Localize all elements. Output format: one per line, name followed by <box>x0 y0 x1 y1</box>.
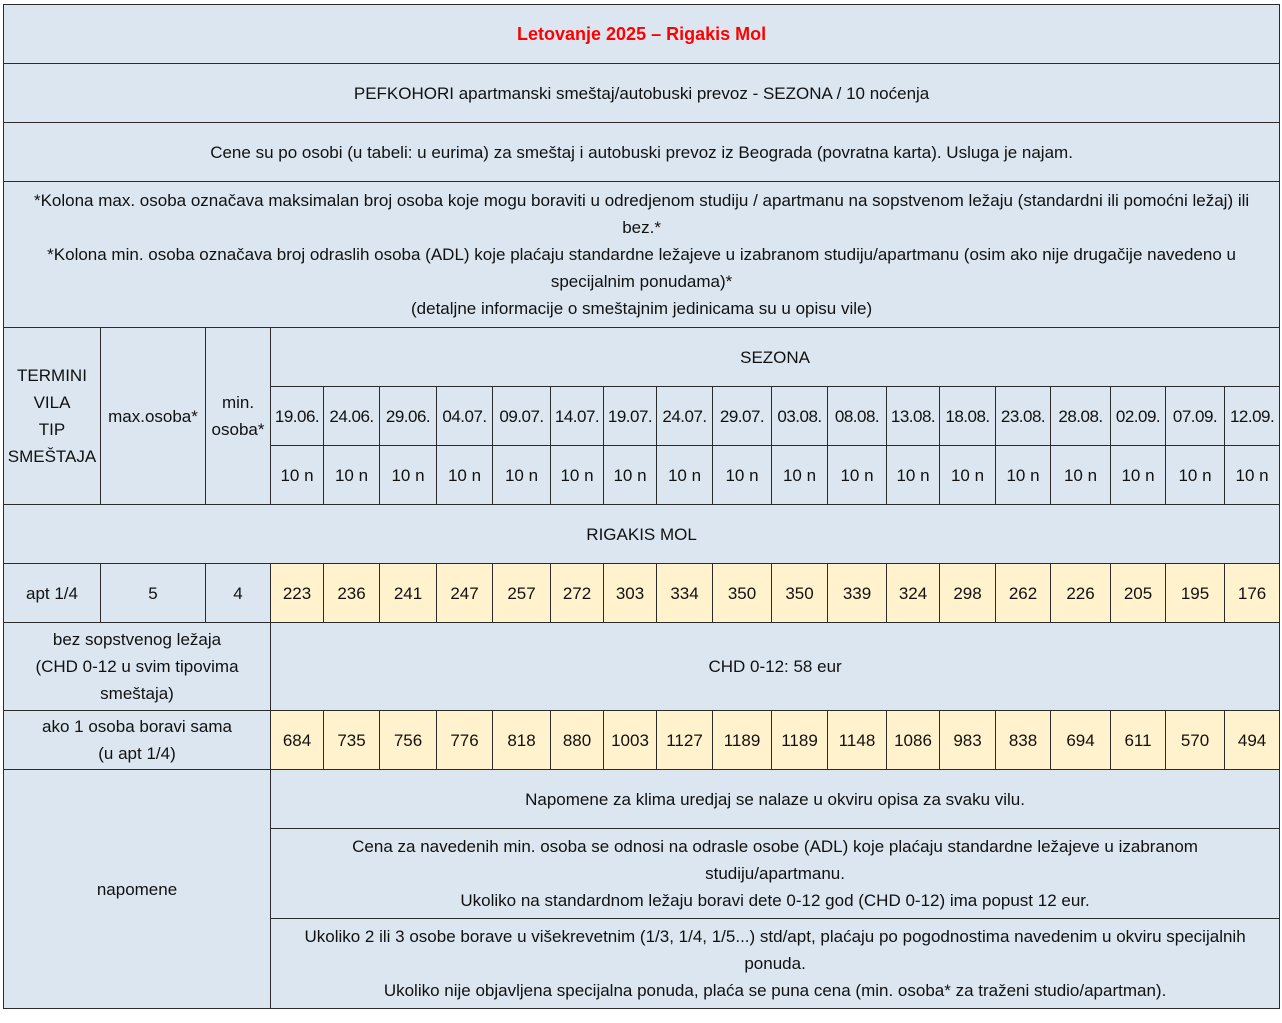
single-price-cell: 756 <box>380 711 437 770</box>
no-bed-label-line: bez sopstvenog ležaja <box>52 630 222 649</box>
date-cell: 12.09. <box>1225 387 1280 446</box>
nights-cell: 10 n <box>1225 446 1280 505</box>
villa-name: RIGAKIS MOL <box>4 505 1280 564</box>
single-price-cell: 776 <box>437 711 493 770</box>
nights-cell: 10 n <box>324 446 380 505</box>
single-price-cell: 684 <box>271 711 324 770</box>
apt-max-persons: 5 <box>101 564 206 623</box>
single-price-cell: 1189 <box>772 711 828 770</box>
napomene-row-1 <box>4 770 1280 829</box>
price-cell: 257 <box>493 564 551 623</box>
single-price-cell: 1189 <box>713 711 772 770</box>
single-label-line: (u apt 1/4) <box>98 744 176 763</box>
nights-cell: 10 n <box>437 446 493 505</box>
header-termini-line: TIP <box>38 420 66 439</box>
price-cell: 247 <box>437 564 493 623</box>
date-cell: 13.08. <box>887 387 940 446</box>
no-bed-row <box>4 623 1280 711</box>
single-label-line: ako 1 osoba boravi sama <box>42 717 232 736</box>
notes-cell <box>4 182 1280 328</box>
price-cell: 350 <box>713 564 772 623</box>
single-price-cell: 694 <box>1051 711 1111 770</box>
date-cell: 24.06. <box>324 387 380 446</box>
nights-cell: 10 n <box>996 446 1051 505</box>
header-termini-line: VILA <box>33 393 71 412</box>
napomene-min-persons <box>271 829 1280 919</box>
napomene-label: napomene <box>4 770 271 1009</box>
price-cell: 298 <box>940 564 996 623</box>
header-termini <box>4 328 101 505</box>
single-price-cell: 818 <box>493 711 551 770</box>
napomene-ac: Napomene za klima uredjaj se nalaze u okviru opisa za svaku vilu. <box>271 770 1280 829</box>
nights-cell: 10 n <box>1111 446 1166 505</box>
date-cell: 09.07. <box>493 387 551 446</box>
nights-cell: 10 n <box>604 446 657 505</box>
date-cell: 28.08. <box>1051 387 1111 446</box>
nights-cell: 10 n <box>887 446 940 505</box>
single-price-cell: 838 <box>996 711 1051 770</box>
header-row-season <box>4 328 1280 387</box>
date-cell: 03.08. <box>772 387 828 446</box>
date-cell: 02.09. <box>1111 387 1166 446</box>
single-price-cell: 570 <box>1166 711 1225 770</box>
single-price-cell: 611 <box>1111 711 1166 770</box>
date-cell: 29.06. <box>380 387 437 446</box>
header-season: SEZONA <box>271 328 1280 387</box>
no-bed-value: CHD 0-12: 58 eur <box>271 623 1280 711</box>
subtitle-row <box>4 64 1280 123</box>
nights-cell: 10 n <box>380 446 437 505</box>
prices-note-row <box>4 123 1280 182</box>
single-price-cell: 880 <box>551 711 604 770</box>
header-max-persons: max.osoba* <box>101 328 206 505</box>
nights-cell: 10 n <box>772 446 828 505</box>
napomene-full-price: Ukoliko nije objavljena specijalna ponuda, plaća se puna cena (min. osoba* za traženi studio/apartman). <box>383 981 1167 1000</box>
nights-cell: 10 n <box>1166 446 1225 505</box>
nights-cell: 10 n <box>493 446 551 505</box>
single-label <box>4 711 271 770</box>
date-cell: 23.08. <box>996 387 1051 446</box>
price-cell: 241 <box>380 564 437 623</box>
villa-row <box>4 505 1280 564</box>
no-bed-label-line: smeštaja) <box>100 684 174 703</box>
note-max-persons: *Kolona max. osoba označava maksimalan broj osoba koje mogu boraviti u odredjenom studiju / apartmanu na sopstvenom ležaju (standardni ili pomoćni ležaj) ili bez.* <box>33 191 1250 237</box>
apt-row <box>4 564 1280 623</box>
single-price-cell: 1148 <box>828 711 887 770</box>
date-cell: 29.07. <box>713 387 772 446</box>
price-cell: 262 <box>996 564 1051 623</box>
notes-row <box>4 182 1280 328</box>
price-cell: 334 <box>657 564 713 623</box>
nights-cell: 10 n <box>1051 446 1111 505</box>
single-price-cell: 735 <box>324 711 380 770</box>
page-title: Letovanje 2025 – Rigakis Mol <box>4 5 1280 64</box>
nights-cell: 10 n <box>713 446 772 505</box>
nights-cell: 10 n <box>271 446 324 505</box>
price-cell: 350 <box>772 564 828 623</box>
nights-cell: 10 n <box>551 446 604 505</box>
price-cell: 176 <box>1225 564 1280 623</box>
price-cell: 303 <box>604 564 657 623</box>
subtitle: PEFKOHORI apartmanski smeštaj/autobuski prevoz - SEZONA / 10 noćenja <box>4 64 1280 123</box>
header-termini-line: SMEŠTAJA <box>7 447 97 466</box>
no-bed-label-line: (CHD 0-12 u svim tipovima <box>35 657 239 676</box>
no-bed-label <box>4 623 271 711</box>
single-price-cell: 983 <box>940 711 996 770</box>
nights-cell: 10 n <box>657 446 713 505</box>
header-min-line: osoba* <box>211 420 265 439</box>
single-price-cell: 1003 <box>604 711 657 770</box>
date-cell: 19.07. <box>604 387 657 446</box>
single-price-cell: 494 <box>1225 711 1280 770</box>
napomene-chd-discount: Ukoliko na standardnom ležaju boravi dete 0-12 god (CHD 0-12) ima popust 12 eur. <box>460 891 1090 910</box>
single-price-cell: 1127 <box>657 711 713 770</box>
date-cell: 04.07. <box>437 387 493 446</box>
date-cell: 07.09. <box>1166 387 1225 446</box>
price-cell: 272 <box>551 564 604 623</box>
single-price-cell: 1086 <box>887 711 940 770</box>
nights-cell: 10 n <box>828 446 887 505</box>
header-termini-line: TERMINI <box>17 366 87 385</box>
price-cell: 324 <box>887 564 940 623</box>
price-cell: 236 <box>324 564 380 623</box>
nights-cell: 10 n <box>940 446 996 505</box>
date-cell: 19.06. <box>271 387 324 446</box>
price-table-container <box>3 4 1280 1009</box>
date-cell: 08.08. <box>828 387 887 446</box>
price-table <box>3 4 1280 1009</box>
date-cell: 18.08. <box>940 387 996 446</box>
napomene-multi-bed: Ukoliko 2 ili 3 osobe borave u višekrevetnim (1/3, 1/4, 1/5...) std/apt, plaćaju po pogodnostima navedenim u okviru specijalnih ponuda. <box>304 927 1246 973</box>
price-cell: 195 <box>1166 564 1225 623</box>
price-cell: 223 <box>271 564 324 623</box>
single-row <box>4 711 1280 770</box>
title-row <box>4 5 1280 64</box>
apt-type: apt 1/4 <box>4 564 101 623</box>
napomene-special-offers <box>271 919 1280 1009</box>
date-cell: 14.07. <box>551 387 604 446</box>
prices-note: Cene su po osobi (u tabeli: u eurima) za smeštaj i autobuski prevoz iz Beograda (povratna karta). Usluga je najam. <box>4 123 1280 182</box>
header-min-persons <box>206 328 271 505</box>
price-cell: 339 <box>828 564 887 623</box>
note-details: (detaljne informacije o smeštajnim jedinicama su u opisu vile) <box>411 299 873 318</box>
header-min-line: min. <box>221 393 255 412</box>
note-min-persons: *Kolona min. osoba označava broj odraslih osoba (ADL) koje plaćaju standardne ležajeve u izabranom studiju/apartmanu (osim ako nije drugačije navedeno u specijalnim ponudama)* <box>47 245 1236 291</box>
price-cell: 226 <box>1051 564 1111 623</box>
price-cell: 205 <box>1111 564 1166 623</box>
napomene-adl-text: Cena za navedenih min. osoba se odnosi na odrasle osobe (ADL) koje plaćaju standardne ležajeve u izabranom studiju/apartmanu. <box>352 837 1198 883</box>
apt-min-persons: 4 <box>206 564 271 623</box>
date-cell: 24.07. <box>657 387 713 446</box>
